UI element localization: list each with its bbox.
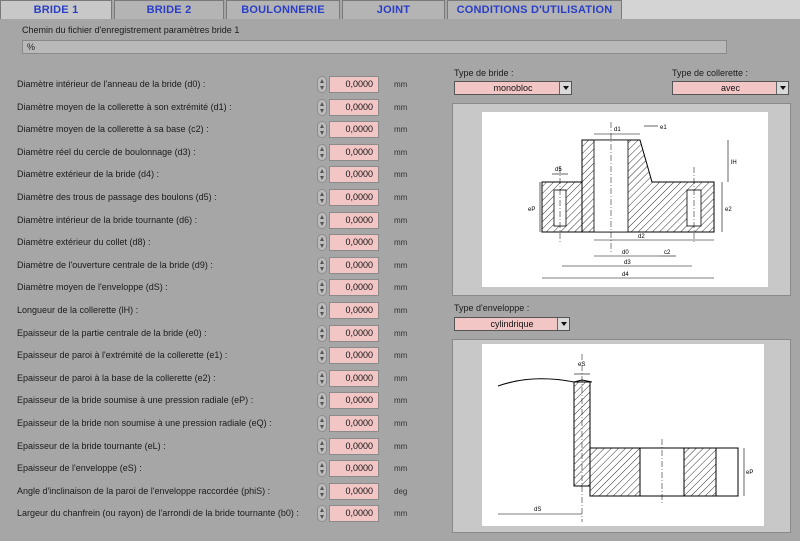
label-d5: d5 (555, 167, 562, 173)
parameter-value-input[interactable]: 0,0000 (329, 438, 379, 455)
flange-diagram (482, 112, 768, 287)
tab-bar-filler (622, 0, 800, 19)
spin-arrows-icon[interactable] (317, 505, 327, 522)
parameter-unit: mm (394, 419, 408, 428)
parameter-row (0, 415, 430, 433)
label-d4: d4 (622, 272, 629, 278)
label-e2: e2 (725, 207, 732, 213)
label-eS: eS (578, 362, 586, 368)
parameter-value-input[interactable]: 0,0000 (329, 505, 379, 522)
spin-arrows-icon[interactable] (317, 189, 327, 206)
parameter-label: Epaisseur de l'enveloppe (eS) : (17, 463, 142, 473)
spin-arrows-icon[interactable] (317, 483, 327, 500)
parameter-unit: mm (394, 193, 408, 202)
spin-arrows-icon[interactable] (317, 302, 327, 319)
parameter-label: Diamètre réel du cercle de boulonnage (d3) : (17, 147, 196, 157)
parameter-value-input[interactable]: 0,0000 (329, 212, 379, 229)
parameter-unit: mm (394, 464, 408, 473)
parameter-unit: mm (394, 374, 408, 383)
parameter-unit: deg (394, 487, 408, 496)
tab-bar (0, 0, 800, 20)
parameter-row (0, 302, 430, 320)
parameter-value-input[interactable]: 0,0000 (329, 370, 379, 387)
label-c2: c2 (664, 250, 671, 256)
parameter-row (0, 234, 430, 252)
parameter-label: Diamètre moyen de la collerette à sa base (c2) : (17, 124, 209, 134)
parameter-label: Diamètre extérieur du collet (d8) : (17, 237, 151, 247)
collar-type-select[interactable] (672, 81, 789, 95)
parameter-value-input[interactable]: 0,0000 (329, 257, 379, 274)
spin-arrows-icon[interactable] (317, 144, 327, 161)
parameter-label: Diamètre intérieur de la bride tournante (d6) : (17, 215, 198, 225)
parameter-unit: mm (394, 351, 408, 360)
parameter-row (0, 99, 430, 117)
tab-conditions[interactable]: CONDITIONS D'UTILISATION (447, 0, 622, 19)
parameter-unit: mm (394, 216, 408, 225)
flange-type-label: Type de bride : (454, 68, 514, 78)
parameter-label: Epaisseur de paroi à l'extrémité de la collerette (e1) : (17, 350, 228, 360)
parameter-row (0, 257, 430, 275)
spin-arrows-icon[interactable] (317, 257, 327, 274)
parameter-value-input[interactable]: 0,0000 (329, 415, 379, 432)
label-d3: d3 (624, 260, 631, 266)
chevron-down-icon[interactable] (559, 82, 571, 94)
parameter-row (0, 279, 430, 297)
parameter-value-input[interactable]: 0,0000 (329, 302, 379, 319)
parameter-label: Epaisseur de la bride soumise à une pression radiale (eP) : (17, 395, 254, 405)
parameter-unit: mm (394, 396, 408, 405)
tab-boulonnerie[interactable]: BOULONNERIE (226, 0, 340, 19)
parameter-unit: mm (394, 80, 408, 89)
parameter-row (0, 189, 430, 207)
parameter-row (0, 392, 430, 410)
spin-arrows-icon[interactable] (317, 438, 327, 455)
parameter-row (0, 347, 430, 365)
parameter-unit: mm (394, 329, 408, 338)
parameter-label: Longueur de la collerette (lH) : (17, 305, 139, 315)
spin-arrows-icon[interactable] (317, 212, 327, 229)
tab-joint[interactable]: JOINT (342, 0, 445, 19)
parameter-row (0, 121, 430, 139)
label-lH: lH (731, 160, 737, 166)
parameter-value-input[interactable]: 0,0000 (329, 392, 379, 409)
label-e1: e1 (660, 125, 667, 131)
spin-arrows-icon[interactable] (317, 325, 327, 342)
flange-diagram-panel (452, 103, 791, 296)
spin-arrows-icon[interactable] (317, 279, 327, 296)
chevron-down-icon[interactable] (557, 318, 569, 330)
parameter-label: Diamètre moyen de la collerette à son extrémité (d1) : (17, 102, 232, 112)
parameter-label: Epaisseur de la partie centrale de la bride (e0) : (17, 328, 207, 338)
parameter-value-input[interactable]: 0,0000 (329, 279, 379, 296)
parameter-row (0, 505, 430, 523)
parameter-value-input[interactable]: 0,0000 (329, 99, 379, 116)
shell-type-select[interactable] (454, 317, 570, 331)
spin-arrows-icon[interactable] (317, 166, 327, 183)
parameter-value-input[interactable]: 0,0000 (329, 325, 379, 342)
parameter-row (0, 166, 430, 184)
spin-arrows-icon[interactable] (317, 347, 327, 364)
parameter-label: Epaisseur de la bride tournante (eL) : (17, 441, 166, 451)
parameter-row (0, 76, 430, 94)
parameter-label: Epaisseur de paroi à la base de la collerette (e2) : (17, 373, 216, 383)
parameter-unit: mm (394, 306, 408, 315)
parameter-row (0, 460, 430, 478)
parameter-label: Diamètre de l'ouverture centrale de la bride (d9) : (17, 260, 213, 270)
shell-type-label: Type d'enveloppe : (454, 303, 530, 313)
parameter-unit: mm (394, 509, 408, 518)
parameter-value-input[interactable]: 0,0000 (329, 234, 379, 251)
parameter-unit: mm (394, 148, 408, 157)
parameter-label: Diamètre moyen de l'enveloppe (dS) : (17, 282, 168, 292)
spin-arrows-icon[interactable] (317, 121, 327, 138)
spin-arrows-icon[interactable] (317, 370, 327, 387)
parameter-label: Epaisseur de la bride non soumise à une pression radiale (eQ) : (17, 418, 272, 428)
label-eP-shell: eP (746, 470, 754, 476)
spin-arrows-icon[interactable] (317, 392, 327, 409)
label-d0: d0 (622, 250, 629, 256)
parameter-row (0, 144, 430, 162)
spin-arrows-icon[interactable] (317, 234, 327, 251)
file-path-label: Chemin du fichier d'enregistrement paramètres bride 1 (22, 25, 240, 35)
spin-arrows-icon[interactable] (317, 415, 327, 432)
parameter-label: Diamètre des trous de passage des boulons (d5) : (17, 192, 217, 202)
parameter-label: Angle d'inclinaison de la paroi de l'enveloppe raccordée (phiS) : (17, 486, 271, 496)
label-dS: dS (534, 507, 542, 513)
parameter-row (0, 212, 430, 230)
parameter-value-input[interactable]: 0,0000 (329, 189, 379, 206)
spin-arrows-icon[interactable] (317, 99, 327, 116)
parameter-row (0, 325, 430, 343)
collar-type-label: Type de collerette : (672, 68, 749, 78)
label-d1: d1 (614, 127, 621, 133)
parameter-value-input[interactable]: 0,0000 (329, 166, 379, 183)
parameter-unit: mm (394, 170, 408, 179)
parameter-value-input[interactable]: 0,0000 (329, 483, 379, 500)
collar-type-value: avec (720, 83, 740, 93)
parameter-row (0, 438, 430, 456)
shell-diagram (482, 344, 764, 526)
shell-diagram-panel (452, 339, 791, 533)
parameter-value-input[interactable]: 0,0000 (329, 460, 379, 477)
file-path-input[interactable]: % (22, 40, 727, 54)
parameter-value-input[interactable]: 0,0000 (329, 121, 379, 138)
parameter-label: Diamètre intérieur de l'anneau de la bride (d0) : (17, 79, 206, 89)
shell-type-value: cylindrique (490, 319, 534, 329)
parameter-value-input[interactable]: 0,0000 (329, 347, 379, 364)
parameter-label: Largeur du chanfrein (ou rayon) de l'arrondi de la bride tournante (b0) : (17, 508, 299, 518)
spin-arrows-icon[interactable] (317, 460, 327, 477)
label-eP: eP (528, 207, 536, 213)
tab-bride-2[interactable]: BRIDE 2 (114, 0, 224, 19)
flange-type-select[interactable] (454, 81, 572, 95)
parameter-unit: mm (394, 283, 408, 292)
parameter-unit: mm (394, 125, 408, 134)
chevron-down-icon[interactable] (776, 82, 788, 94)
flange-type-value: monobloc (493, 83, 533, 93)
parameter-unit: mm (394, 238, 408, 247)
parameter-value-input[interactable]: 0,0000 (329, 76, 379, 93)
parameter-unit: mm (394, 103, 408, 112)
tab-bride-1[interactable]: BRIDE 1 (0, 0, 112, 19)
parameter-unit: mm (394, 442, 408, 451)
label-d2: d2 (638, 234, 645, 240)
parameter-label: Diamètre extérieur de la bride (d4) : (17, 169, 160, 179)
parameter-value-input[interactable]: 0,0000 (329, 144, 379, 161)
parameter-row (0, 483, 430, 501)
parameter-row (0, 370, 430, 388)
spin-arrows-icon[interactable] (317, 76, 327, 93)
parameter-unit: mm (394, 261, 408, 270)
